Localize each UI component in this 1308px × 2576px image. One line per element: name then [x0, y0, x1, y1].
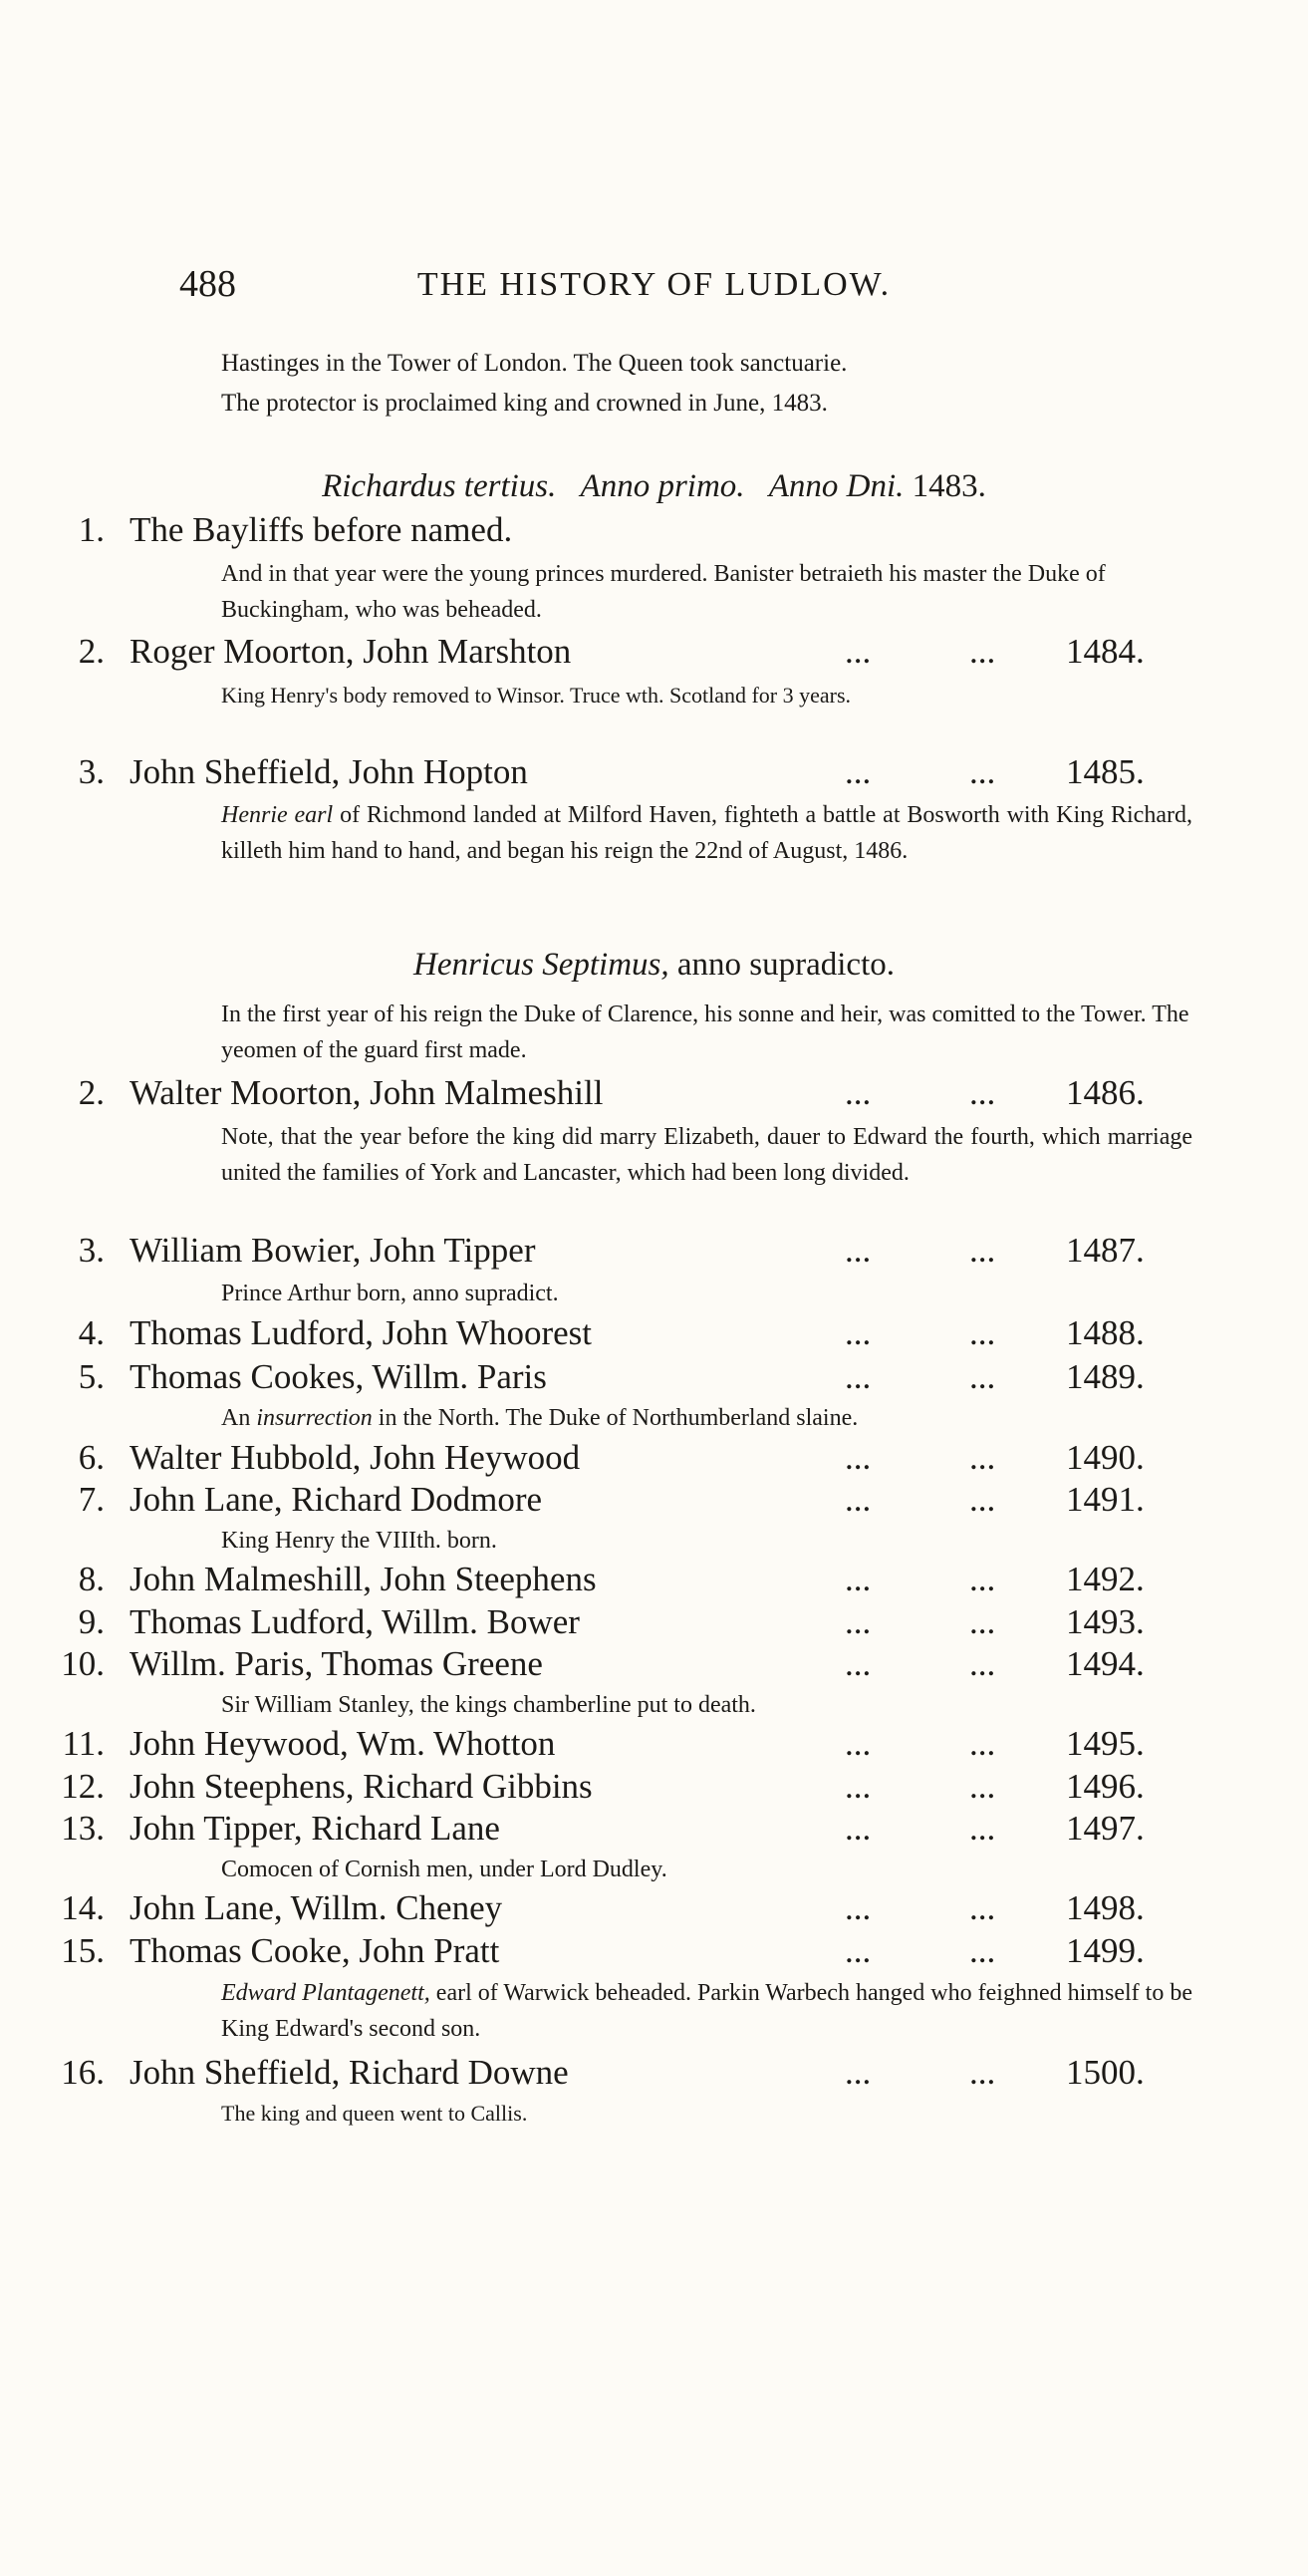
bailiff-entry [0, 1767, 1308, 1811]
entry-names: Walter Moorton, John Malmeshill [130, 1073, 604, 1112]
bailiff-entry [0, 1560, 1308, 1603]
entry-number: 6. [78, 1438, 105, 1477]
leader-dots: ... [969, 1809, 996, 1848]
entry-note: Comocen of Cornish men, under Lord Dudley. [221, 1857, 667, 1882]
note-italic: Henrie earl [221, 802, 334, 828]
entry-number: 5. [78, 1357, 105, 1396]
entry-number: 2. [78, 1073, 105, 1112]
entry-note: King Henry's body removed to Winsor. Truce wth. Scotland for 3 years. [221, 683, 852, 708]
reign-heading [0, 947, 1308, 984]
leader-dots: ... [845, 1073, 872, 1112]
leader-dots: ... [969, 752, 996, 791]
entry-year: 1493. [1066, 1602, 1145, 1641]
entry-number: 2. [78, 632, 105, 671]
entry-year: 1492. [1066, 1560, 1145, 1598]
entry-year: 1496. [1066, 1767, 1145, 1806]
entry-note: And in that year were the young princes murdered. Banister betraieth his master the Duke of Buckingham, who was beheaded. [221, 561, 1106, 623]
leader-dots: ... [845, 1767, 872, 1806]
heading-part: Henricus Septimus, [413, 947, 669, 983]
entry-names: William Bowier, John Tipper [130, 1231, 536, 1270]
leader-dots: ... [969, 1888, 996, 1927]
note-text: in the North. The Duke of Northumberland slaine. [372, 1405, 859, 1431]
bailiff-entry [0, 2053, 1308, 2097]
note-text: earl of Warwick beheaded. Parkin Warbech hanged who feighned himself to be King Edward's second son. [221, 1980, 1192, 2042]
entry-names: Roger Moorton, John Marshton [130, 632, 572, 671]
bailiff-entry [0, 1357, 1308, 1401]
leader-dots: ... [845, 632, 872, 671]
leader-dots: ... [969, 1560, 996, 1598]
leader-dots: ... [845, 1724, 872, 1763]
bailiff-entry [0, 1724, 1308, 1768]
entry-number: 14. [61, 1888, 105, 1927]
entry-note: Note, that the year before the king did marry Elizabeth, dauer to Edward the fourth, which marriage united the families of York and Lancaster, which had been long divided. [221, 1124, 1192, 1186]
entry-year: 1497. [1066, 1809, 1145, 1848]
entry-names: The Bayliffs before named. [130, 510, 513, 549]
bailiff-entry [0, 1888, 1308, 1932]
leader-dots: ... [969, 1602, 996, 1641]
leader-dots: ... [845, 1888, 872, 1927]
reign-note: In the first year of his reign the Duke of Clarence, his sonne and heir, was comitted to the Tower. The yeomen of the guard first made. [221, 1002, 1189, 1063]
entry-number: 12. [61, 1767, 105, 1806]
bailiff-entry [0, 510, 1308, 554]
entry-year: 1485. [1066, 752, 1145, 791]
heading-part: Anno primo. [580, 468, 745, 504]
bailiff-entry [0, 1073, 1308, 1117]
entry-year: 1490. [1066, 1438, 1145, 1477]
entry-note: The king and queen went to Callis. [221, 2101, 528, 2126]
heading-part: anno supradicto. [676, 947, 895, 983]
heading-part: Anno Dni. [768, 468, 905, 504]
entry-names: John Malmeshill, John Steephens [130, 1560, 597, 1598]
entry-names: John Tipper, Richard Lane [130, 1809, 500, 1848]
entry-number: 15. [61, 1931, 105, 1970]
bailiff-entry [0, 632, 1308, 676]
entry-note: Prince Arthur born, anno supradict. [221, 1281, 559, 1306]
leader-dots: ... [969, 1644, 996, 1683]
entry-names: John Lane, Willm. Cheney [130, 1888, 503, 1927]
entry-number: 10. [61, 1644, 105, 1683]
note-text: An [221, 1405, 257, 1431]
entry-names: John Lane, Richard Dodmore [130, 1480, 543, 1519]
entry-year: 1494. [1066, 1644, 1145, 1683]
note-text: of Richmond landed at Milford Haven, fighteth a battle at Bosworth with King Richard, killeth him hand to hand, and began his reign the 22nd of August, 1486. [221, 802, 1192, 864]
entry-year: 1489. [1066, 1357, 1145, 1396]
entry-number: 3. [78, 1231, 105, 1270]
leader-dots: ... [845, 1480, 872, 1519]
entry-note: Sir William Stanley, the kings chamberline put to death. [221, 1692, 756, 1718]
leader-dots: ... [845, 1231, 872, 1270]
entry-names: Thomas Cookes, Willm. Paris [130, 1357, 547, 1396]
entry-year: 1487. [1066, 1231, 1145, 1270]
bailiff-entry [0, 1480, 1308, 1524]
leader-dots: ... [969, 1438, 996, 1477]
entry-year: 1484. [1066, 632, 1145, 671]
leader-dots: ... [969, 1357, 996, 1396]
leader-dots: ... [969, 1480, 996, 1519]
entry-note [221, 797, 1192, 869]
entry-names: John Steephens, Richard Gibbins [130, 1767, 593, 1806]
entry-year: 1495. [1066, 1724, 1145, 1763]
heading-part: Richardus tertius. [322, 468, 557, 504]
bailiff-entry [0, 1809, 1308, 1853]
entry-number: 13. [61, 1809, 105, 1848]
entry-names: Thomas Ludford, Willm. Bower [130, 1602, 580, 1641]
leader-dots: ... [969, 1724, 996, 1763]
leader-dots: ... [845, 1931, 872, 1970]
reign-heading [0, 468, 1308, 505]
entry-number: 1. [78, 510, 105, 549]
intro-line: Hastinges in the Tower of London. The Queen took sanctuarie. [221, 350, 848, 377]
leader-dots: ... [845, 1560, 872, 1598]
entry-names: John Heywood, Wm. Whotton [130, 1724, 556, 1763]
running-title: THE HISTORY OF LUDLOW. [416, 266, 892, 303]
entry-names: Thomas Cooke, John Pratt [130, 1931, 500, 1970]
leader-dots: ... [845, 1809, 872, 1848]
entry-year: 1498. [1066, 1888, 1145, 1927]
leader-dots: ... [969, 2053, 996, 2092]
entry-names: Thomas Ludford, John Whoorest [130, 1313, 593, 1352]
entry-names: John Sheffield, John Hopton [130, 752, 528, 791]
leader-dots: ... [845, 1644, 872, 1683]
bailiff-entry [0, 1931, 1308, 1975]
entry-year: 1499. [1066, 1931, 1145, 1970]
entry-year: 1486. [1066, 1073, 1145, 1112]
page-number: 488 [179, 263, 236, 305]
entry-note: King Henry the VIIIth. born. [221, 1528, 497, 1554]
entry-names: Walter Hubbold, John Heywood [130, 1438, 581, 1477]
bailiff-entry [0, 1602, 1308, 1646]
entry-year: 1491. [1066, 1480, 1145, 1519]
bailiff-entry [0, 752, 1308, 796]
leader-dots: ... [969, 1073, 996, 1112]
bailiff-entry [0, 1438, 1308, 1482]
entry-number: 9. [78, 1602, 105, 1641]
entry-number: 11. [62, 1724, 105, 1763]
leader-dots: ... [845, 1357, 872, 1396]
entry-note [221, 1975, 1192, 2047]
entry-number: 16. [61, 2053, 105, 2092]
leader-dots: ... [969, 1313, 996, 1352]
leader-dots: ... [969, 632, 996, 671]
leader-dots: ... [969, 1231, 996, 1270]
entry-number: 7. [78, 1480, 105, 1519]
bailiff-entry [0, 1313, 1308, 1357]
entry-year: 1488. [1066, 1313, 1145, 1352]
bailiff-entry [0, 1644, 1308, 1688]
heading-part: 1483. [912, 468, 986, 504]
entry-note [221, 1400, 1192, 1436]
leader-dots: ... [969, 1767, 996, 1806]
bailiff-entry [0, 1231, 1308, 1275]
note-italic: insurrection [256, 1405, 373, 1431]
entry-number: 3. [78, 752, 105, 791]
leader-dots: ... [969, 1931, 996, 1970]
entry-number: 4. [78, 1313, 105, 1352]
leader-dots: ... [845, 1602, 872, 1641]
entry-names: Willm. Paris, Thomas Greene [130, 1644, 543, 1683]
leader-dots: ... [845, 1438, 872, 1477]
leader-dots: ... [845, 752, 872, 791]
entry-names: John Sheffield, Richard Downe [130, 2053, 569, 2092]
entry-year: 1500. [1066, 2053, 1145, 2092]
note-italic: Edward Plantagenett, [221, 1980, 430, 2006]
entry-number: 8. [78, 1560, 105, 1598]
leader-dots: ... [845, 2053, 872, 2092]
leader-dots: ... [845, 1313, 872, 1352]
intro-line: The protector is proclaimed king and crowned in June, 1483. [221, 390, 828, 417]
